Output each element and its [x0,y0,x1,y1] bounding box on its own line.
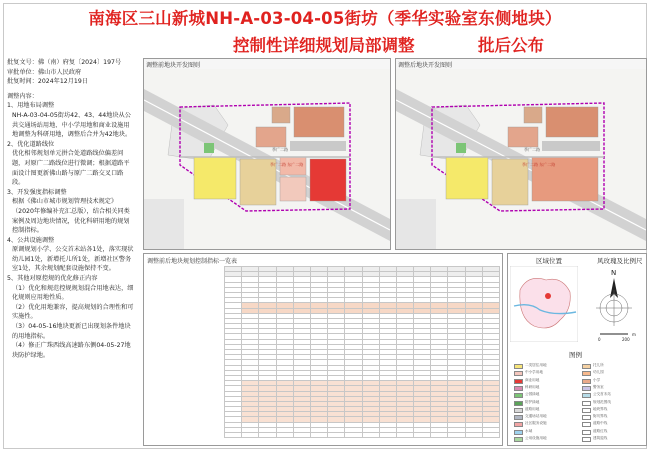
approval-doc-no: 批复文号：佛（南）府复〔2024〕197号 [7,59,122,66]
table-cell [396,433,413,438]
section-2-body: 优化相邻规划单元拼合处道路线位偏差问题，对原广二路线位进行微调；根据道路平面设计图更新佛山路与原广二路交叉口路段。 [12,150,130,187]
approval-date: 批复时间：2024年12月19日 [7,78,88,86]
page-title: 南海区三山新城NH-A-03-04-05街坊（季华实验室东侧地块） [88,9,562,28]
section-3-body: 根据《佛山市城市规划管理技术规定》（2020年修编补充汇总版），结合相关同类案例及周边地块情况，优化科研用地的规划控制指标。 [12,198,130,235]
legend-label: 规划范围线 [593,399,611,404]
legend-swatch [582,401,591,406]
legend-swatch [514,415,523,420]
scale-start: 0 [598,337,601,342]
legend-swatch [582,379,591,384]
before-land-use-map [144,69,390,249]
legend-heading: 图例 [569,351,582,359]
legend-swatch [582,415,591,420]
legend-swatch [514,408,523,413]
legend-swatch [514,386,523,391]
table-cell [465,433,482,438]
location-heading: 区域位置 [536,257,562,265]
legend-label: 商业用地 [525,377,540,382]
after-road-label-upper: 季广二路 [524,147,540,152]
table-cell [293,433,310,438]
legend-label: 地块界线 [593,406,608,411]
indicator-table-title: 调整前后地块规划控制指标一览表 [147,258,238,265]
before-map-label: 调整前地块开发图则 [146,62,201,69]
after-land-use-map [396,69,646,249]
legend-label: 二类居住用地 [525,363,547,367]
legend-swatch [582,408,591,413]
section-2-title: 2、优化道路线位 [7,140,55,148]
legend-label: 建筑退线 [593,436,608,440]
legend-label: 道路中线 [593,421,608,426]
legend-swatch [514,430,523,435]
before-map-panel [143,58,391,250]
after-map-panel [395,58,647,250]
indicator-table-panel [143,253,503,446]
legend-swatch [514,437,523,442]
page-subtitle: 控制性详细规划局部调整 [233,36,415,55]
wind-rose-heading: 风玫瑰及比例尺 [597,257,643,265]
section-5-item-4: （4）修正广珠西线高速路东侧04-05-27地块防护绿地。 [12,342,131,359]
legend-label: 道路红线 [593,428,608,433]
north-label: N [611,269,617,277]
legend-swatch [582,422,591,427]
table-cell [310,433,327,438]
section-1-body: NH-A-03-04-05街坊42、43、44地块从公共交通场站用地、中小学用地和商业设施用地调整为科研用地，调整后合并为42地块。 [12,111,132,139]
section-4-body: 原调规划小学、公交首末站各1处，落实现状幼儿园1处，新增托儿所1处，新增社区警务室1处，其余规划配套设施保持不变。 [12,246,134,273]
legend-label: 小学 [593,377,601,382]
section-4-title: 4、公共设施调整 [7,236,55,244]
section-5-title: 5、其他对原控规的优化修正内容 [7,275,98,283]
legend-swatch [514,393,523,398]
legend-label: 科研用地 [525,384,540,389]
table-row [225,433,500,438]
legend-swatch [514,364,523,369]
table-cell [328,433,345,438]
legend-swatch [582,386,591,391]
section-5-item-3: （3）04-05-16地块更新已出现划条件地块的用地指标。 [12,323,131,340]
table-cell [225,433,242,438]
after-road-label: 季广二路 东广二路 [522,162,556,167]
scale-unit: m [632,332,636,337]
section-1-title: 1、用地布局调整 [7,102,55,110]
legend-label: 社区服务设施 [525,421,547,426]
before-road-label-upper: 季广二路 [272,147,288,152]
legend-label: 幼儿园 [593,370,604,375]
legend-swatch [514,401,523,406]
publication-stamp: 批后公布 [478,36,544,55]
legend-label: 水域 [525,428,533,433]
legend-swatch [582,371,591,376]
section-3-title: 3、开发强度指标调整 [7,188,67,196]
table-cell [448,433,465,438]
legend-label: 防护绿地 [525,399,540,404]
legend-label: 中小学用地 [525,370,543,375]
table-cell [259,433,276,438]
legend-label: 街坊界线 [593,414,608,419]
table-cell [362,433,379,438]
legend-label: 托儿所 [593,363,604,367]
approval-authority: 审批单位：佛山市人民政府 [7,68,82,76]
approval-info [7,58,135,87]
legend-label: 公园绿地 [525,392,540,397]
table-cell [276,433,293,438]
legend-swatch [514,422,523,427]
table-cell [482,433,499,438]
legend-swatch [582,364,591,369]
legend-swatch [582,393,591,398]
legend-panel [507,253,647,446]
table-cell [414,433,431,438]
scale-end: 200 [622,337,630,342]
section-5-item-1: （1）优化和规范控规规划混合用地表达，细化规则应用地性质。 [12,284,134,302]
legend-swatch [514,371,523,376]
legend-swatch [582,437,591,442]
legend-label: 公用设施用地 [525,436,547,440]
legend-label: 道路用地 [525,406,540,411]
legend-label: 警务室 [593,384,604,389]
table-cell [345,433,362,438]
legend-swatch [514,379,523,384]
legend-label: 交通场站用地 [525,414,547,419]
table-cell [431,433,448,438]
after-map-label: 调整后地块开发图则 [398,62,453,69]
legend-swatch [582,430,591,435]
table-cell [242,433,259,438]
legend-label: 公交首末站 [593,392,611,397]
indicator-table [224,266,500,438]
table-cell [379,433,396,438]
before-road-label: 季广二路 东广二路 [270,162,304,167]
content-heading: 调整内容： [7,92,38,100]
wind-rose [582,266,646,342]
section-5-item-2: （2）优化用地兼容，提高规划的合理性和可实施性。 [12,303,134,321]
location-map [510,266,578,342]
adjustment-text-column [7,58,135,446]
